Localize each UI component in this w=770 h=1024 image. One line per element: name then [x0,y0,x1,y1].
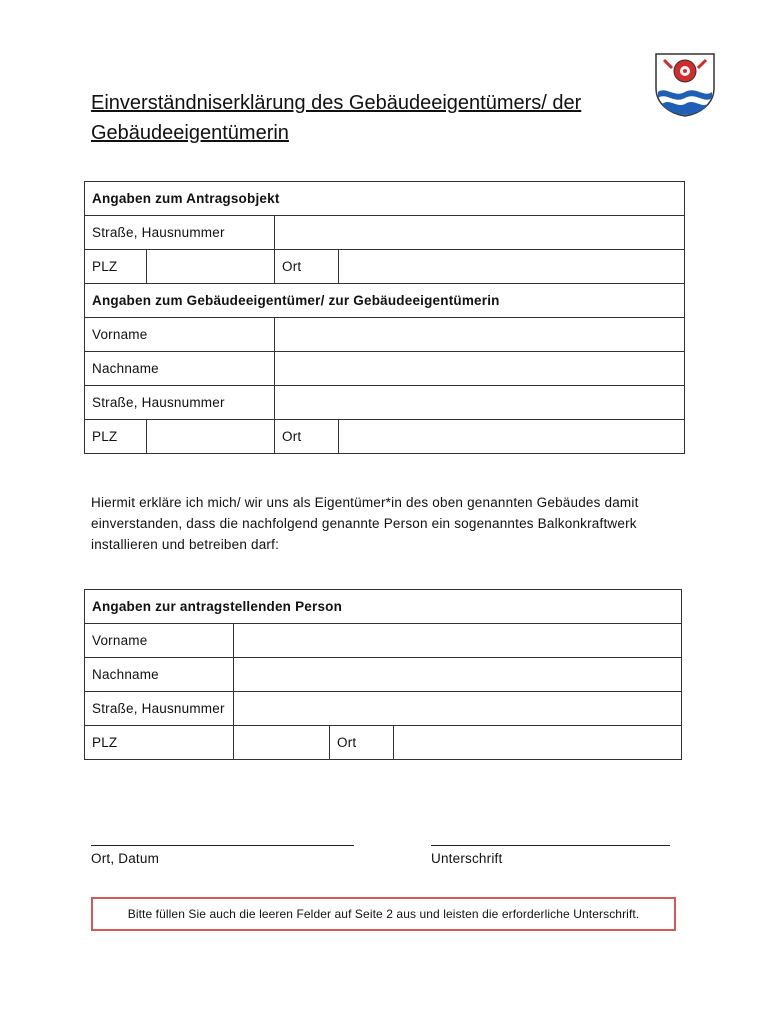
owner-form-table [84,181,685,454]
object-ort-label: Ort [275,250,339,284]
applicant-lastname-label: Nachname [85,658,234,692]
applicant-plz-field[interactable] [234,726,330,760]
signature-line[interactable] [431,845,670,846]
owner-street-label: Straße, Hausnummer [85,386,275,420]
declaration-text: Hiermit erkläre ich mich/ wir uns als Eigentümer*in des oben genannten Gebäudes damit einverstanden, dass die nachfolgend genannte Person ein sogenanntes Balkonkraftwerk installieren und betreiben darf: [91,495,639,552]
object-ort-field[interactable] [339,250,685,284]
section-heading-object: Angaben zum Antragsobjekt [85,182,685,216]
applicant-street-label: Straße, Hausnummer [85,692,234,726]
applicant-firstname-label: Vorname [85,624,234,658]
applicant-ort-field[interactable] [394,726,682,760]
section-heading-applicant: Angaben zur antragstellenden Person [85,590,682,624]
place-date-label: Ort, Datum [91,851,160,866]
page-2-notice: Bitte füllen Sie auch die leeren Felder auf Seite 2 aus und leisten die erforderliche Unterschrift. [91,897,676,931]
applicant-street-field[interactable] [234,692,682,726]
applicant-ort-label: Ort [330,726,394,760]
owner-plz-field[interactable] [147,420,275,454]
place-date-line[interactable] [91,845,354,846]
owner-firstname-field[interactable] [275,318,685,352]
object-plz-label: PLZ [85,250,147,284]
owner-lastname-field[interactable] [275,352,685,386]
municipal-coat-of-arms-icon [654,52,716,118]
page-title: Einverständniserklärung des Gebäudeeigentümers/ der Gebäudeeigentümerin [91,92,582,144]
applicant-plz-label: PLZ [85,726,234,760]
object-street-label: Straße, Hausnummer [85,216,275,250]
owner-plz-label: PLZ [85,420,147,454]
applicant-form-table [84,589,682,760]
owner-ort-field[interactable] [339,420,685,454]
applicant-firstname-field[interactable] [234,624,682,658]
signature-label: Unterschrift [431,851,503,866]
owner-street-field[interactable] [275,386,685,420]
applicant-lastname-field[interactable] [234,658,682,692]
owner-lastname-label: Nachname [85,352,275,386]
section-heading-owner: Angaben zum Gebäudeeigentümer/ zur Gebäudeeigentümerin [85,284,685,318]
owner-firstname-label: Vorname [85,318,275,352]
owner-ort-label: Ort [275,420,339,454]
object-street-field[interactable] [275,216,685,250]
object-plz-field[interactable] [147,250,275,284]
